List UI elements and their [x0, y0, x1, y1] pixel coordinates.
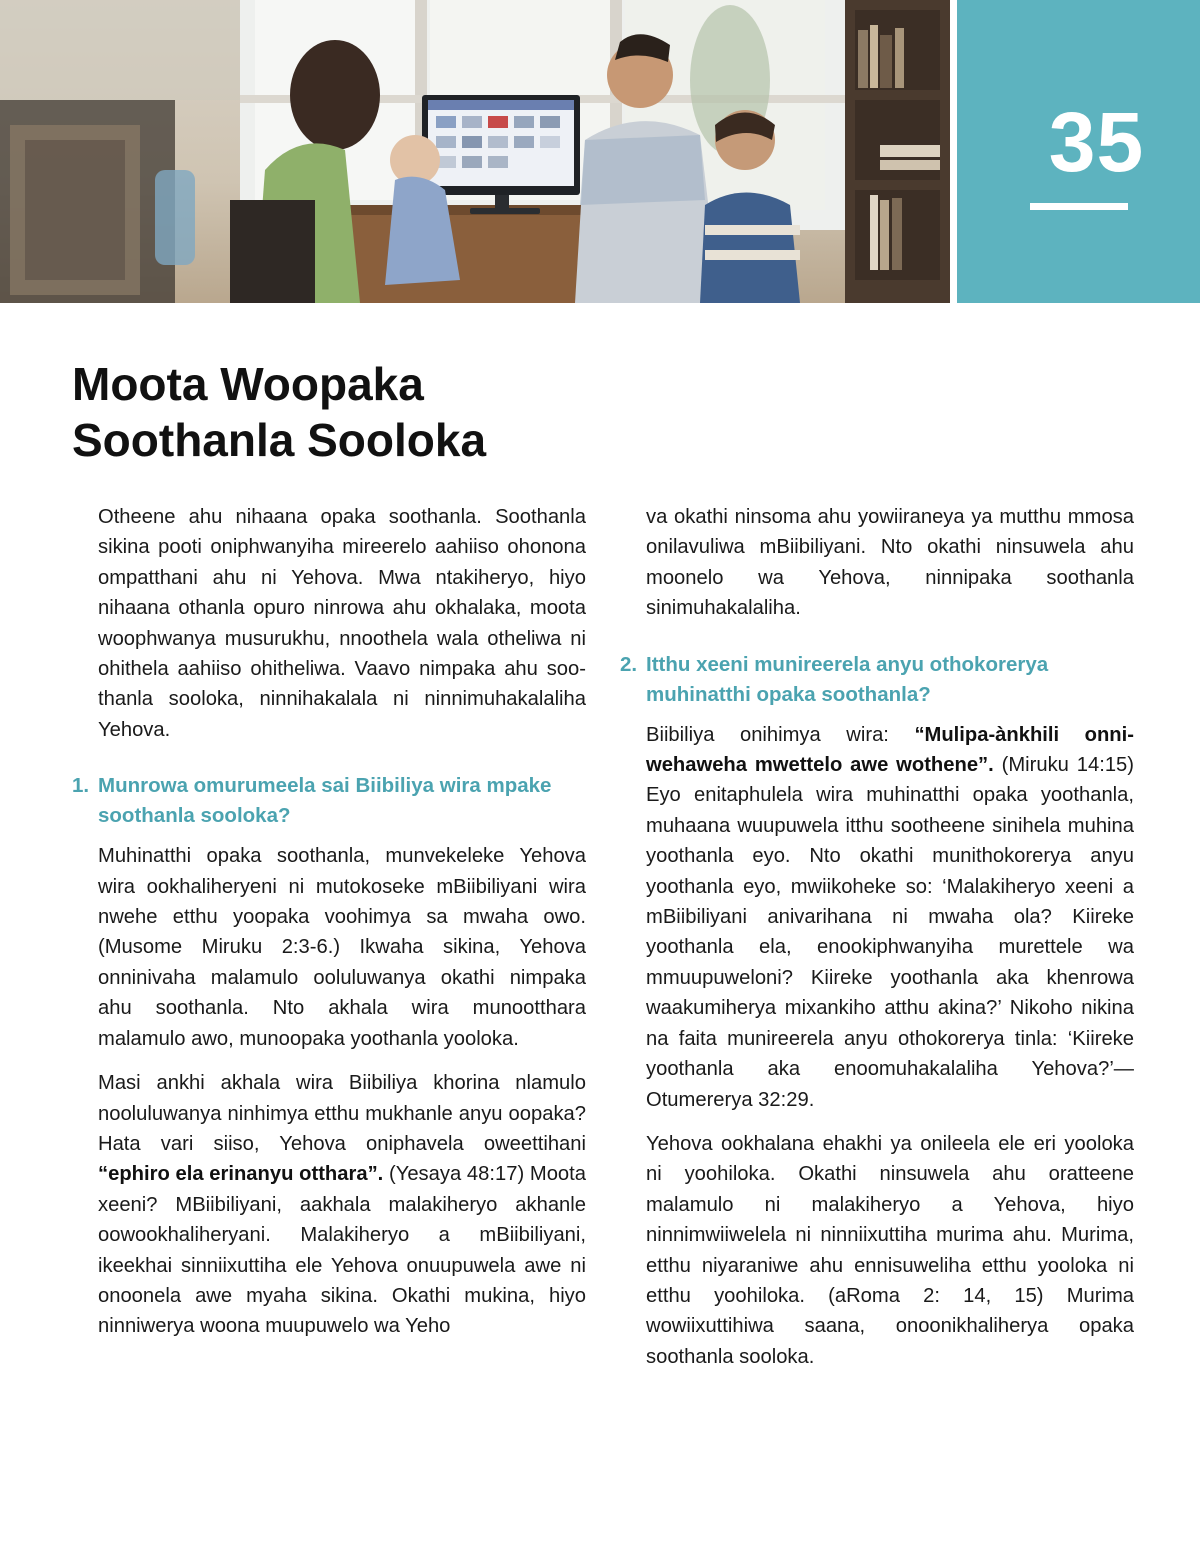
lesson-number-panel	[957, 0, 1200, 303]
page-title	[72, 356, 672, 468]
paragraph-5-text-b: (Miruku 14:15) Eyo enitaphulela wira muhinatthi opaka yoothanla, muhaana wuupuwela itthu sootheene sinihela muhina yoothanla eyo. Nto okathi munithokorerya anyu yoothanla eyo, mwiikoheke so: ‘Malakiheryo xeeni a mBiibiliyani anivarihana ni mwaha ola? Kiireke yoothanla ela, enookiphwanyiha murettele wa mmuupuweloni? Kiireke yoothanla aka khenrowa waakumiherya mixankiho atthu akina?’ Nikoho nikina na faita munireerela anyu othokorerya tinla: ‘Kiireke yoothanla aka enoomuhakalaliha Yehova?’—Otumererya 32:29.	[646, 754, 1134, 1111]
lesson-number: 35	[1048, 95, 1145, 189]
question-2-number: 2.	[620, 652, 638, 676]
right-column	[620, 502, 1134, 1386]
paragraph-3	[98, 1068, 586, 1342]
question-2	[620, 650, 1134, 710]
paragraph-3-text-b: (Yesaya 48:17) Moota xeeni? MBiibiliyani, aakhala malakiheryo akhanle oowookhaliheryani. Malakiheryo a mBiibiliyani, ikeekhai sinniixuttiha ele Yehova onuupuwela awe ni onoonela awe myaha sikina. Okathi mukina, hiyo ninniwerya woona muupuwelo wa Yeho	[98, 1163, 586, 1338]
question-2-text: Itthu xeeni munireerela anyu othokorerya muhinatthi opaka soothanla?	[646, 652, 1049, 706]
paragraph-3-quote: “ephiro ela erinanyu otthara”.	[98, 1163, 384, 1186]
page-title-line-1: Moota Woopaka	[72, 358, 424, 410]
paragraph-4: va okathi ninsoma ahu yowiiraneya ya mutthu mmosa onilavuliwa mBiibiliyani. Nto okathi ninsuwela ahu moonelo wa Yehova, ninnipaka soothanla sinimuhakalaliha.	[646, 506, 1134, 620]
intro-paragraph: Otheene ahu nihaana opaka soothanla. Soothanla sikina pooti oniphwanyiha mireerelo aahiiso ohonona ompatthani ahu ni Yehova. Mwa ntakiheryo, hiyo nihaana othanla opuro ninrowa ahu okhalaka, moota woophwanya musurukhu, nnoothela wala otheliwa ni ohithela aahiiso ohitheliwa. Vaavo nimpaka ahu soothanla sooloka, ninnihakalala ni ninnimuhakalaliha Yehova.	[98, 506, 586, 741]
paragraph-3-text-a: Masi ankhi akhala wira Biibiliya khorina nlamulo nooluluwanya ninhimya etthu mukhanle anyu oopaka? Hata vari siiso, Yehova oniphavela oweettihani	[98, 1072, 586, 1155]
left-column	[72, 502, 586, 1356]
paragraph-5-text-a: Biibiliya onihimya wira:	[646, 723, 915, 746]
paragraph-6: Yehova ookhalana ehakhi ya onileela ele eri yooloka ni yoohiloka. Okathi ninsuwela ahu oratteene malamulo ni malakiheryo a Yehova, hiyo ninnimwiiwelela ni ninniixuttiha murima ahu. Murima, etthu niyaraniwe ahu ennisuweliha etthu yooloka ni etthu yoohiloka. (aRoma 2: 14, 15) Murima wowiixuttihiwa saana, onoonikhaliherya opaka soothanla sooloka.	[646, 1132, 1134, 1368]
page-title-line-2: Soothanla Sooloka	[72, 414, 487, 466]
paragraph-5	[646, 720, 1134, 1115]
question-1	[72, 771, 586, 831]
question-1-text: Munrowa omurumeela sai Biibiliya wira mpake soothanla sooloka?	[98, 774, 552, 828]
lesson-number-underline	[1030, 203, 1128, 210]
header-photo	[0, 0, 950, 303]
paragraph-5-quote: “Mulipa-ànkhili onniwehaweha mwettelo awe wothene”.	[646, 723, 1134, 777]
paragraph-2: Muhinatthi opaka soothanla, munvekeleke Yehova wira ookhaliheryeni ni mutokoseke mBiibiliyani wira nwehe etthu yoopaka voohimya sa mwaha owo. (Musome Miruku 2:3-6.) Ikwaha sikina, Yehova onninivaha malamulo ooluluwanya okathi nimpaka ahu soothanla. Nto akhala wira munootthara malamulo awo, munoopaka yoothanla yooloka.	[98, 845, 586, 1050]
question-1-number: 1.	[72, 774, 90, 798]
